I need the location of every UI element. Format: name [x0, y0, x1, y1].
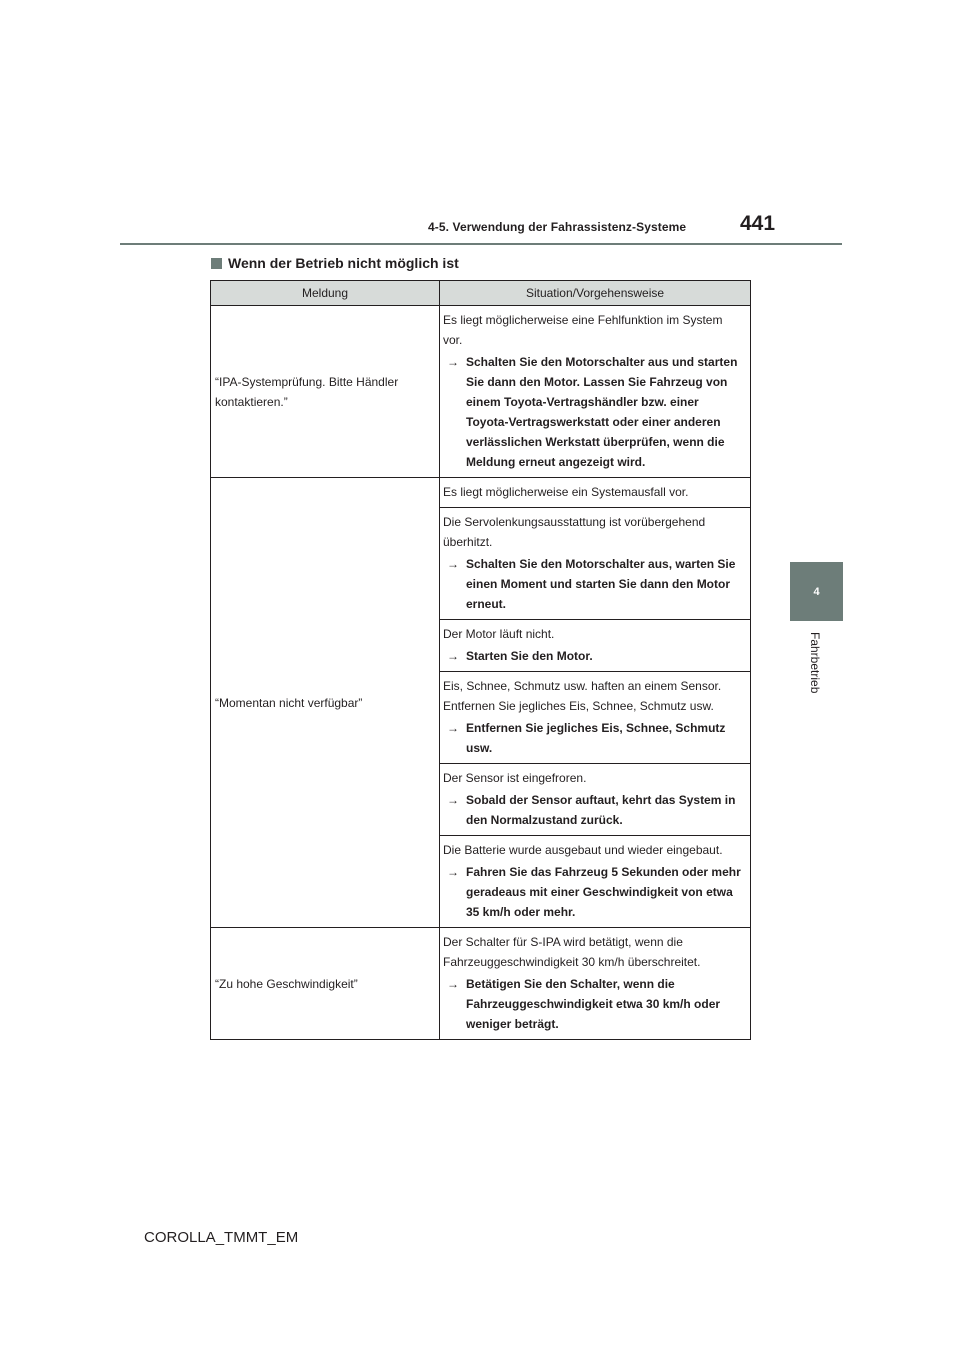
arrow-right-icon: →	[447, 721, 459, 735]
action-text: Sobald der Sensor auftaut, kehrt das System in den Normalzustand zurück.	[466, 793, 736, 827]
table-row	[211, 478, 751, 508]
arrow-right-icon: →	[447, 793, 459, 807]
situation-text: Die Servolenkungsausstattung ist vorübergehend überhitzt.	[443, 515, 706, 549]
action-line	[443, 790, 744, 830]
situation-text: Es liegt möglicherweise eine Fehlfunktion im System vor.	[443, 313, 723, 347]
chapter-title: Fahrbetrieb	[808, 632, 822, 694]
situation-cell	[440, 928, 751, 1040]
arrow-right-icon: →	[447, 355, 459, 369]
action-line	[443, 718, 744, 758]
situation-text: Die Batterie wurde ausgebaut und wieder eingebaut.	[443, 843, 723, 857]
action-text: Fahren Sie das Fahrzeug 5 Sekunden oder mehr geradeaus mit einer Geschwindigkeit von etwa 35 km/h oder mehr.	[466, 865, 741, 919]
column-header-message: Meldung	[211, 281, 440, 306]
message-cell: “IPA-Systemprüfung. Bitte Händler kontaktieren.”	[211, 306, 440, 478]
page-number: 441	[740, 212, 776, 235]
situation-text: Es liegt möglicherweise ein Systemausfall vor.	[443, 485, 689, 499]
action-text: Starten Sie den Motor.	[466, 649, 593, 663]
situation-text: Der Sensor ist eingefroren.	[443, 771, 587, 785]
action-text: Betätigen Sie den Schalter, wenn die Fahrzeuggeschwindigkeit etwa 30 km/h oder weniger beträgt.	[466, 977, 721, 1031]
situation-cell	[440, 620, 751, 672]
situation-cell	[440, 478, 751, 508]
situation-cell	[440, 836, 751, 928]
action-line	[443, 646, 744, 666]
table-header-row	[211, 281, 751, 306]
message-table	[210, 280, 751, 1040]
table-body	[211, 306, 751, 1040]
action-line	[443, 554, 744, 614]
message-cell: “Zu hohe Geschwindigkeit”	[211, 928, 440, 1040]
action-line	[443, 352, 744, 472]
situation-text: Eis, Schnee, Schmutz usw. haften an einem Sensor. Entfernen Sie jegliches Eis, Schnee, Schmutz usw.	[443, 679, 722, 713]
section-heading-text: Wenn der Betrieb nicht möglich ist	[228, 255, 459, 271]
action-text: Entfernen Sie jegliches Eis, Schnee, Schmutz usw.	[466, 721, 726, 755]
square-icon	[211, 258, 222, 269]
arrow-right-icon: →	[447, 649, 459, 663]
action-line	[443, 974, 744, 1034]
section-heading	[211, 255, 459, 271]
table-row	[211, 306, 751, 478]
chapter-tab	[790, 562, 843, 621]
message-cell: “Momentan nicht verfügbar”	[211, 478, 440, 928]
situation-cell	[440, 672, 751, 764]
header-divider	[120, 243, 842, 245]
arrow-right-icon: →	[447, 865, 459, 879]
action-text: Schalten Sie den Motorschalter aus, warten Sie einen Moment und starten Sie dann den Motor erneut.	[466, 557, 736, 611]
situation-cell	[440, 764, 751, 836]
chapter-number: 4	[813, 585, 820, 598]
header-section-title: 4-5. Verwendung der Fahrassistenz-Systeme	[428, 220, 687, 234]
situation-cell	[440, 508, 751, 620]
action-text: Schalten Sie den Motorschalter aus und starten Sie dann den Motor. Lassen Sie Fahrzeug von einem Toyota-Vertragshändler bzw. einer Toyota-Vertragswerkstatt oder einer anderen verlässlichen Werkstatt überprüfen, wenn die Meldung erneut angezeigt wird.	[466, 355, 738, 469]
action-line	[443, 862, 744, 922]
situation-text: Der Motor läuft nicht.	[443, 627, 555, 641]
arrow-right-icon: →	[447, 977, 459, 991]
arrow-right-icon: →	[447, 557, 459, 571]
column-header-situation: Situation/Vorgehensweise	[440, 281, 751, 306]
situation-cell	[440, 306, 751, 478]
table-row	[211, 928, 751, 1040]
footer-code: COROLLA_TMMT_EM	[144, 1229, 299, 1246]
situation-text: Der Schalter für S-IPA wird betätigt, wenn die Fahrzeuggeschwindigkeit 30 km/h überschreitet.	[443, 935, 701, 969]
